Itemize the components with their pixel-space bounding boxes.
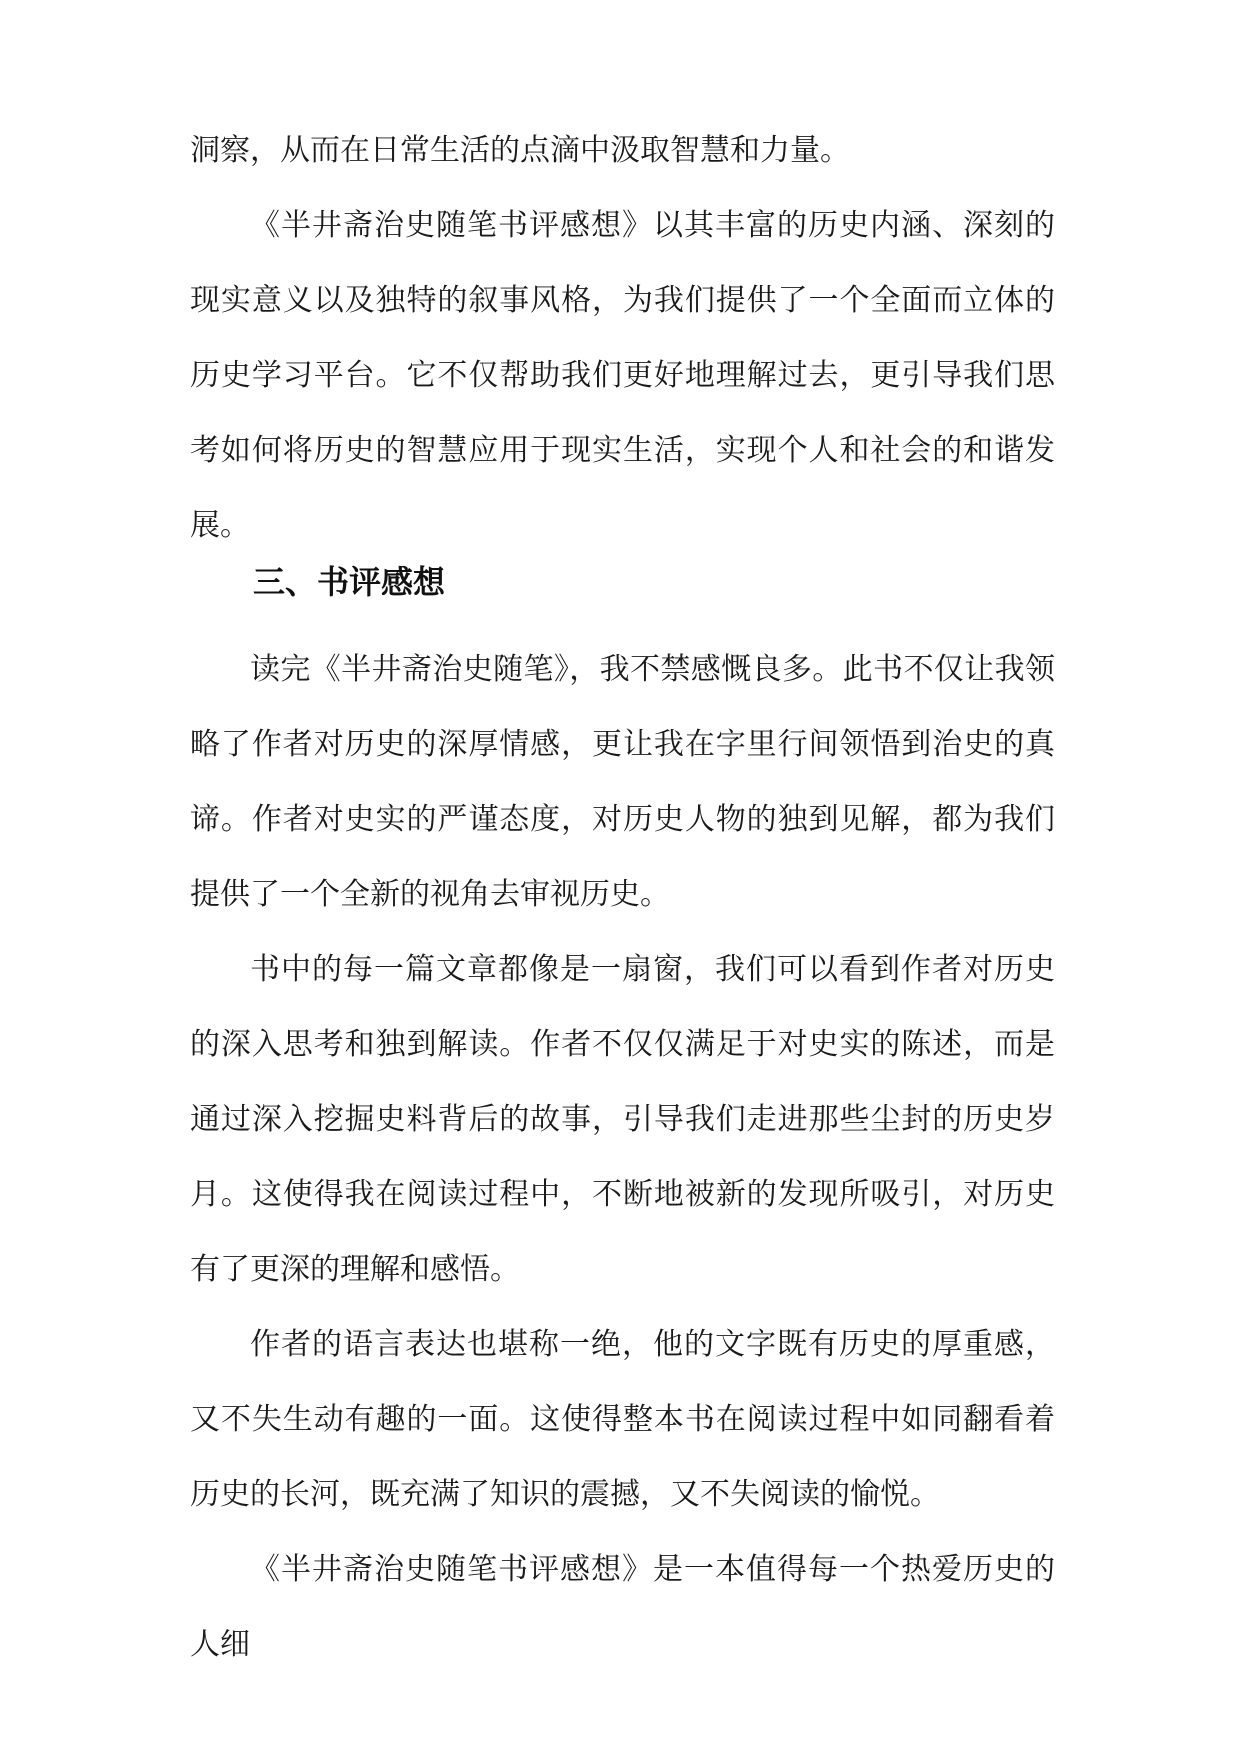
paragraph: 读完《半井斋治史随笔》，我不禁感慨良多。此书不仅让我领略了作者对历史的深厚情感，更让我在字里行间领悟到治史的真谛。作者对史实的严谨态度，对历史人物的独到见解，都为我们提供了一个全新的视角去审视历史。: [190, 652, 1055, 912]
paragraph: 书中的每一篇文章都像是一扇窗，我们可以看到作者对历史的深入思考和独到解读。作者不仅仅满足于对史实的陈述，而是通过深入挖掘史料背后的故事，引导我们走进那些尘封的历史岁月。这使得我在阅读过程中，不断地被新的发现所吸引，对历史有了更深的理解和感悟。: [190, 952, 1055, 1287]
paragraph: 《半井斋治史随笔书评感想》是一本值得每一个热爱历史的人细: [190, 1552, 1055, 1662]
paragraph: 洞察，从而在日常生活的点滴中汲取智慧和力量。: [190, 133, 850, 168]
intro-text-block: [190, 113, 1055, 563]
paragraph: 作者的语言表达也堪称一绝，他的文字既有历史的厚重感，又不失生动有趣的一面。这使得整本书在阅读过程中如同翻看着历史的长河，既充满了知识的震撼，又不失阅读的愉悦。: [190, 1327, 1055, 1512]
paragraph: 《半井斋治史随笔书评感想》以其丰富的历史内涵、深刻的现实意义以及独特的叙事风格，为我们提供了一个全面而立体的历史学习平台。它不仅帮助我们更好地理解过去，更引导我们思考如何将历史的智慧应用于现实生活，实现个人和社会的和谐发展。: [190, 208, 1055, 543]
section-text-block: [190, 632, 1055, 1682]
section-heading: 三、书评感想: [253, 563, 446, 601]
